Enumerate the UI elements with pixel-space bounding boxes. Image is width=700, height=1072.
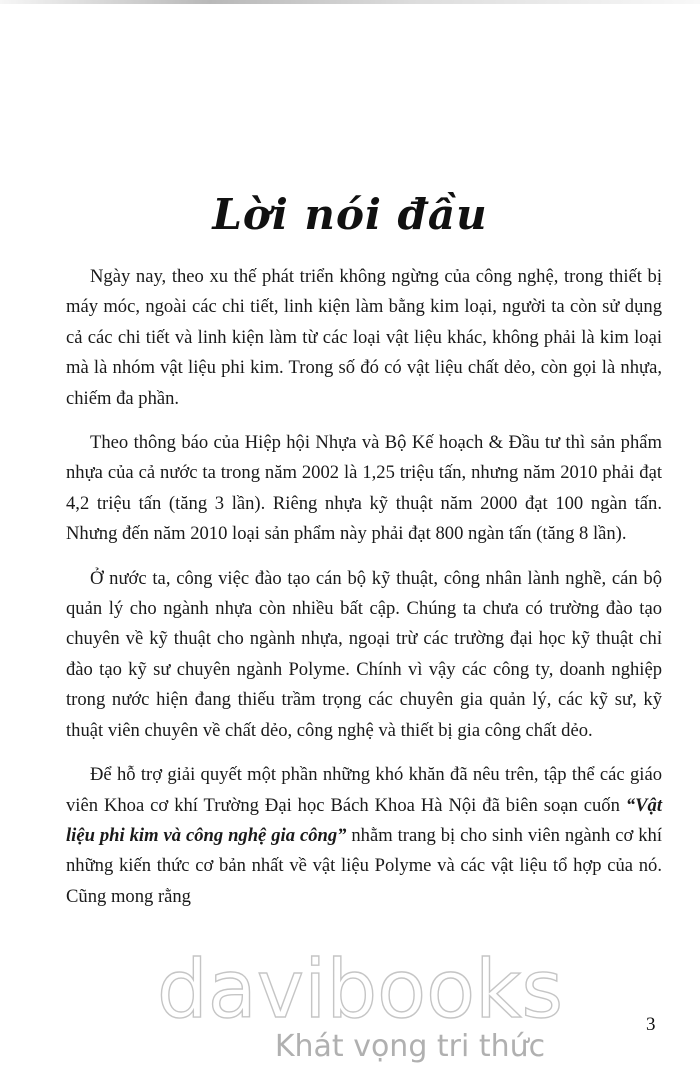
page-title: Lời nói đầu — [212, 190, 488, 239]
paragraph-4 — [66, 760, 662, 912]
paragraph-4-tail: nhằm trang bị cho sinh viên ngành cơ khí những kiến thức cơ bản nhất về vật liệu Polyme và các vật liệu tổ hợp của nó. Cũng mong rằng — [66, 824, 662, 907]
book-title: “Vật liệu phi kim và công nghệ gia công” — [66, 794, 662, 846]
watermark-tagline: Khát vọng tri thức — [274, 1029, 546, 1064]
paragraph-2: Theo thông báo của Hiệp hội Nhựa và Bộ Kế hoạch & Đầu tư thì sản phẩm nhựa của cả nước ta trong năm 2002 là 1,25 triệu tấn, nhưng năm 2010 phải đạt 4,2 triệu tấn (tăng 3 lần). Riêng nhựa kỹ thuật năm 2000 đạt 100 ngàn tấn. Nhưng đến năm 2010 loại sản phẩm này phải đạt 800 ngàn tấn (tăng 8 lần). — [66, 432, 662, 545]
body-text — [66, 262, 662, 926]
watermark-brand: davibooks — [156, 943, 564, 1036]
paragraph-3: Ở nước ta, công việc đào tạo cán bộ kỹ thuật, công nhân lành nghề, cán bộ quản lý cho ngành nhựa còn nhiều bất cập. Chúng ta chưa có trường đào tạo chuyên về kỹ thuật cho ngành nhựa, ngoại trừ các trường đại học kỹ thuật chỉ đào tạo kỹ sư chuyên ngành Polyme. Chính vì vậy các công ty, doanh nghiệp trong nước hiện đang thiếu trầm trọng các chuyên gia quản lý, các kỹ sư, kỹ thuật viên chuyên về chất dẻo, công nghệ và thiết bị gia công chất dẻo. — [66, 567, 662, 741]
paragraph-4-lead: Để hỗ trợ giải quyết một phần những khó khăn đã nêu trên, tập thể các giáo viên Khoa cơ khí Trường Đại học Bách Khoa Hà Nội đã biên soạn cuốn — [66, 764, 662, 816]
paragraph-1: Ngày nay, theo xu thế phát triển không ngừng của công nghệ, trong thiết bị máy móc, ngoài các chi tiết, linh kiện làm bằng kim loại, người ta còn sử dụng cả các chi tiết và linh kiện làm từ các loại vật liệu khác, không phải là kim loại mà là nhóm vật liệu phi kim. Trong số đó có vật liệu chất dẻo, còn gọi là nhựa, chiếm đa phần. — [66, 266, 662, 409]
scan-top-edge — [0, 0, 700, 4]
page-number: 3 — [646, 1014, 656, 1035]
